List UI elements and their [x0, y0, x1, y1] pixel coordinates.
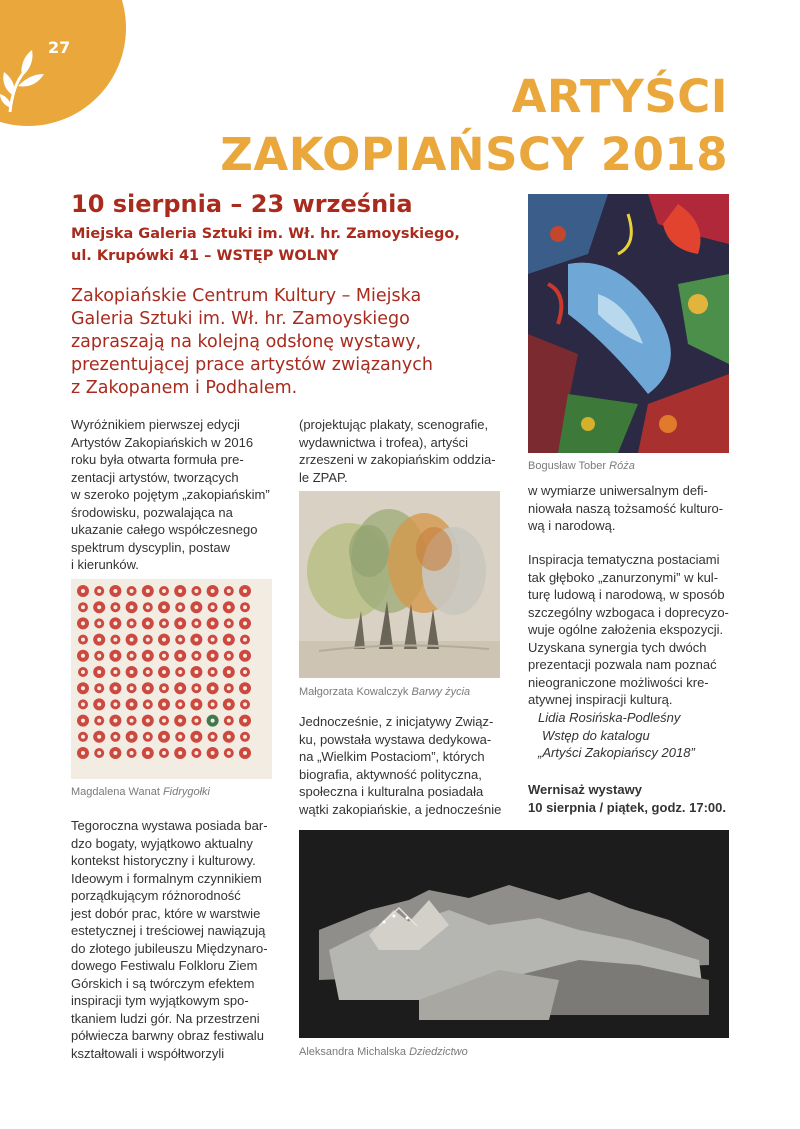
text-line: dowego Festiwalu Folkloru Ziem [71, 958, 258, 973]
text-line: estetycznej i treściowej nawiązują [71, 923, 266, 938]
text-line: szczególny wzbogaca i doprecyzo- [528, 604, 729, 620]
text-line: wuje ogólne założenia ekspozycji. [528, 622, 724, 637]
text-line: Uzyskana synergia tych dwóch [528, 639, 707, 655]
motif [240, 732, 250, 742]
text-line: Inspiracja tematyczna postaciami [528, 552, 720, 567]
motif [174, 747, 186, 759]
text-line: nieograniczone możliwości kre- [528, 674, 709, 690]
motif [240, 635, 250, 645]
text-line: atywnej inspiracji kulturą. [528, 692, 673, 707]
text-line: dzo bogaty, wyjątkowo aktualny [71, 835, 253, 851]
motif [239, 747, 251, 759]
motif [224, 716, 234, 726]
text-line: do złotego jubileuszu Międzynaro- [71, 940, 268, 956]
text-line: jest dobór prac, które w warstwie [71, 905, 261, 921]
motif [127, 716, 137, 726]
motif [240, 602, 250, 612]
lead-line: z Zakopanem i Podhalem. [71, 378, 298, 398]
text-line: tkaniem ludzi gór. Na przestrzeni [71, 1010, 260, 1026]
motif [143, 635, 153, 645]
motif [239, 682, 251, 694]
motif [190, 698, 202, 710]
caption-work: Dziedzictwo [409, 1046, 468, 1058]
text-line: Artystów Zakopiańskich w 2016 [71, 434, 254, 450]
text-line: środowisku, pozwalająca na [71, 504, 233, 520]
motif [207, 585, 219, 597]
caption-kowalczyk [299, 686, 470, 698]
artwork-fidrygolki-image [71, 579, 272, 779]
motif [142, 650, 154, 662]
motif [127, 683, 137, 693]
motif [191, 716, 201, 726]
motif [94, 651, 104, 661]
motif [223, 601, 235, 613]
motif [93, 634, 105, 646]
signature-author: Lidia Rosińska-Podleśny [538, 710, 681, 725]
motif [159, 651, 169, 661]
motif [93, 601, 105, 613]
motif [110, 699, 120, 709]
artwork-barwy-zycia-image [299, 491, 500, 678]
motif [77, 715, 89, 727]
text-line: i kierunków. [71, 557, 139, 572]
text-line: półwiecza barwny obraz festiwalu [71, 1028, 264, 1043]
text-line: Tegoroczna wystawa posiada bar- [71, 818, 268, 833]
motif [127, 748, 137, 758]
text-line: Ideowym i formalnym czynnikiem [71, 870, 262, 886]
motif [158, 698, 170, 710]
col2-top-text [299, 416, 514, 486]
opening-label: Wernisaż wystawy [528, 782, 642, 797]
motif [208, 667, 218, 677]
text-line: wydawnictwa i trofea), artyści [299, 434, 469, 450]
caption-artist: Małgorzata Kowalczyk [299, 686, 409, 698]
motif [175, 699, 185, 709]
motif [208, 635, 218, 645]
motif [109, 617, 121, 629]
event-dates: 10 sierpnia – 23 września [71, 190, 413, 218]
col1-bottom-text [71, 817, 286, 1062]
artwork-roza-image [528, 194, 729, 453]
col3-text-b [528, 551, 743, 709]
motif [126, 731, 138, 743]
motif [126, 698, 138, 710]
motif [239, 715, 251, 727]
title-line-2: ZAKOPIAŃSCY 2018 [220, 128, 728, 181]
motif [240, 667, 250, 677]
motif [191, 586, 201, 596]
motif [143, 699, 153, 709]
motif [158, 731, 170, 743]
text-line: społeczna i kulturalna posiadała [299, 784, 484, 799]
motif [158, 634, 170, 646]
text-line: biografia, aktywność polityczna, [299, 766, 482, 782]
text-line: kształtowali i współtworzyli [71, 1045, 225, 1061]
col1-top-text [71, 416, 286, 574]
motif [174, 650, 186, 662]
motif [127, 586, 137, 596]
lead-line: prezentującej prace artystów związanych [71, 355, 433, 375]
motif [174, 585, 186, 597]
text-line: zentacji artystów, tworzących [71, 469, 239, 485]
motif [93, 666, 105, 678]
motif [223, 698, 235, 710]
text-line: wą i narodową. [528, 518, 616, 533]
lead-line: Zakopiańskie Centrum Kultury – Miejska [71, 286, 422, 306]
motif [78, 667, 88, 677]
text-line: porządkującym różnorodność [71, 888, 241, 903]
motif [208, 732, 218, 742]
motif [77, 747, 89, 759]
motif [94, 618, 104, 628]
motif [78, 635, 88, 645]
motif [109, 650, 121, 662]
motif [190, 731, 202, 743]
motif [191, 748, 201, 758]
caption-artist: Bogusław Tober [528, 460, 607, 472]
lead-line: zapraszają na kolejną odsłonę wystawy, [71, 332, 422, 352]
artwork-dziedzictwo-image [299, 830, 729, 1038]
lead-paragraph [71, 285, 511, 400]
motif [159, 683, 169, 693]
caption-artist: Aleksandra Michalska [299, 1046, 406, 1058]
motif [174, 715, 186, 727]
motif [191, 683, 201, 693]
motif [190, 666, 202, 678]
text-line: w wymiarze uniwersalnym defi- [528, 483, 708, 498]
motif [191, 651, 201, 661]
caption-wanat [71, 786, 210, 798]
title-line-1: ARTYŚCI [511, 70, 728, 123]
motif [159, 716, 169, 726]
motif [127, 618, 137, 628]
motif [208, 602, 218, 612]
motif [94, 716, 104, 726]
text-line: Wyróżnikiem pierwszej edycji [71, 417, 240, 432]
motif [224, 586, 234, 596]
motif [224, 651, 234, 661]
text-line: roku była otwarta formuła pre- [71, 452, 244, 467]
motif [159, 748, 169, 758]
motif [175, 635, 185, 645]
text-line: prezentacji pozwala nam poznać [528, 657, 717, 672]
motif [224, 683, 234, 693]
motif [239, 585, 251, 597]
text-line: wątki zakopiańskie, a jednocześnie [299, 801, 502, 817]
caption-artist: Magdalena Wanat [71, 786, 160, 798]
motif [223, 731, 235, 743]
motif [158, 666, 170, 678]
motif [93, 698, 105, 710]
motif [109, 747, 121, 759]
text-line: w szeroko pojętym „zakopiańskim” [71, 487, 270, 502]
text-line: tak głęboko „zanurzonymi” w kul- [528, 569, 719, 585]
page-title [220, 68, 728, 184]
wheat-leaf-icon [0, 44, 50, 114]
text-line: niowała naszą tożsamość kulturo- [528, 500, 724, 516]
motif [142, 617, 154, 629]
motif [174, 682, 186, 694]
text-line: Górskich i są twórczym efektem [71, 975, 255, 991]
motif [94, 586, 104, 596]
motif [240, 699, 250, 709]
motif [175, 732, 185, 742]
motif [142, 747, 154, 759]
motif [142, 585, 154, 597]
motif [77, 617, 89, 629]
page-number: 27 [48, 38, 71, 57]
motif [77, 682, 89, 694]
text-line: le ZPAP. [299, 469, 348, 485]
text-line: Jednocześnie, z inicjatywy Związ- [299, 714, 494, 729]
motif [158, 601, 170, 613]
text-line: spektrum dyscyplin, postaw [71, 539, 230, 555]
motif [175, 602, 185, 612]
motif [126, 634, 138, 646]
motif [77, 585, 89, 597]
motif [78, 699, 88, 709]
text-line: zrzeszeni w zakopiańskim oddzia- [299, 452, 496, 467]
motif [77, 650, 89, 662]
motif [190, 634, 202, 646]
col2-mid-text [299, 713, 514, 818]
venue-line-1: Miejska Galeria Sztuki im. Wł. hr. Zamoyskiego, [71, 226, 460, 242]
caption-work: Róża [609, 460, 635, 472]
motif [207, 682, 219, 694]
motif [223, 634, 235, 646]
motif [224, 748, 234, 758]
signature-title: „Artyści Zakopiańscy 2018” [538, 745, 695, 760]
opening-info [528, 781, 743, 816]
motif [143, 732, 153, 742]
motif [110, 667, 120, 677]
motif [93, 731, 105, 743]
text-line: ku, powstała wystawa dedykowa- [299, 731, 492, 747]
motif [126, 666, 138, 678]
motif [208, 699, 218, 709]
motif [109, 715, 121, 727]
event-venue [71, 223, 460, 267]
motif [223, 666, 235, 678]
motif [110, 635, 120, 645]
caption-work: Fidrygołki [162, 786, 211, 798]
motif [174, 617, 186, 629]
caption-michalska [299, 1046, 468, 1058]
motif [239, 617, 251, 629]
caption-tober [528, 460, 635, 472]
motif [207, 650, 219, 662]
motif [142, 715, 154, 727]
text-line: turę ludową i narodową, w sposób [528, 587, 725, 602]
motif [239, 650, 251, 662]
caption-work: Barwy życia [411, 686, 471, 698]
motif [142, 682, 154, 694]
motif [127, 651, 137, 661]
opening-time: 10 sierpnia / piątek, godz. 17:00. [528, 799, 726, 815]
motif [109, 682, 121, 694]
motif [94, 748, 104, 758]
text-line: na „Wielkim Postaciom”, których [299, 749, 485, 764]
motif [207, 617, 219, 629]
motif [78, 732, 88, 742]
motif [110, 732, 120, 742]
text-line: kontekst historyczny i kulturowy. [71, 853, 256, 868]
text-line: inspiracji tym wyjątkowym spo- [71, 993, 249, 1008]
col3-text-a [528, 482, 743, 535]
motif [190, 601, 202, 613]
text-line: ukazanie całego współczesnego [71, 522, 258, 537]
quote-signature [538, 709, 743, 762]
motif [159, 618, 169, 628]
motif [207, 715, 219, 727]
motif [143, 602, 153, 612]
text-line: (projektując plakaty, scenografie, [299, 417, 489, 432]
motif [175, 667, 185, 677]
motif [110, 602, 120, 612]
motif [191, 618, 201, 628]
venue-line-2: ul. Krupówki 41 – WSTĘP WOLNY [71, 248, 339, 264]
lead-line: Galeria Sztuki im. Wł. hr. Zamoyskiego [71, 309, 410, 329]
motif [224, 618, 234, 628]
motif [143, 667, 153, 677]
motif [207, 747, 219, 759]
motif [126, 601, 138, 613]
motif [78, 602, 88, 612]
motif [159, 586, 169, 596]
signature-source: Wstęp do katalogu [542, 727, 650, 743]
motif [109, 585, 121, 597]
motif [94, 683, 104, 693]
